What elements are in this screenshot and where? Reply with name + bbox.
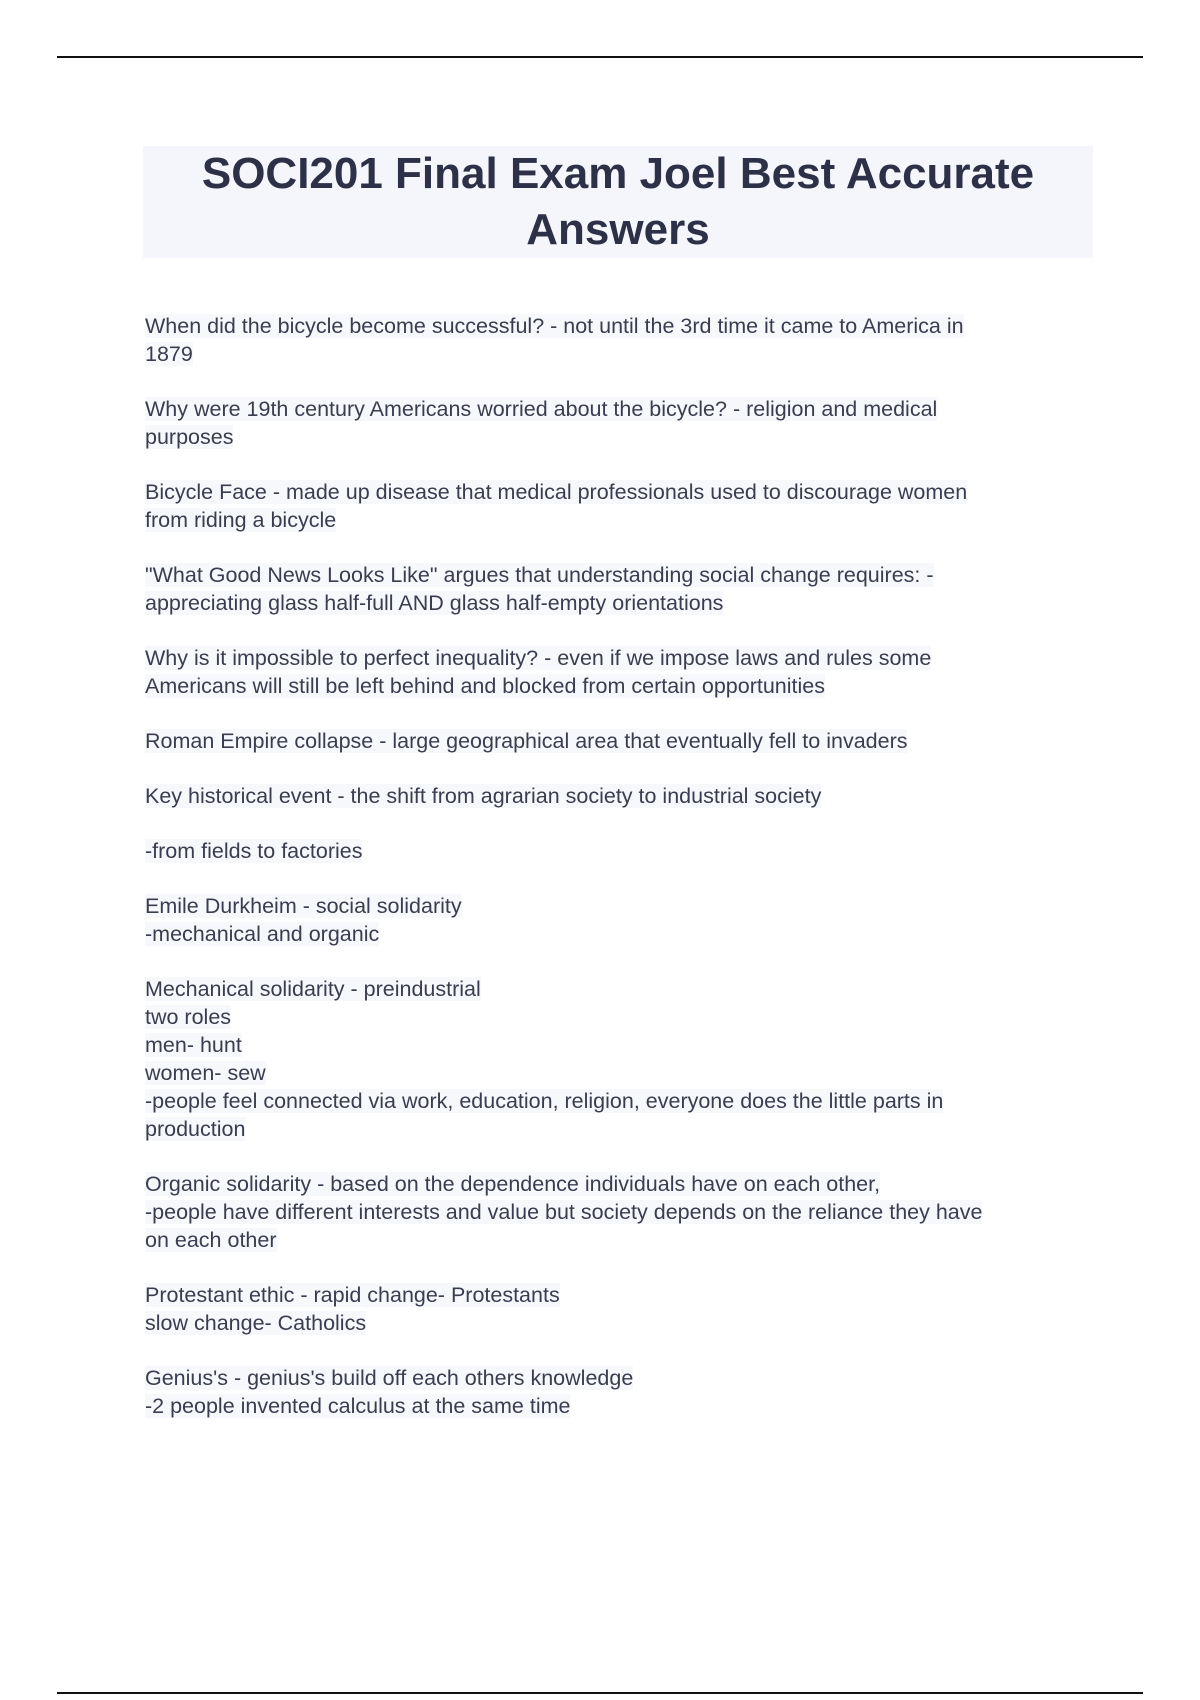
qa-item bbox=[145, 1170, 1105, 1254]
qa-item bbox=[145, 727, 1105, 755]
qa-line: 1879 bbox=[145, 342, 193, 366]
qa-line: men- hunt bbox=[145, 1033, 242, 1057]
qa-item bbox=[145, 1281, 1105, 1337]
qa-line: Americans will still be left behind and blocked from certain opportunities bbox=[145, 674, 825, 698]
qa-item bbox=[145, 782, 1105, 810]
qa-line: women- sew bbox=[145, 1061, 266, 1085]
qa-line: Why is it impossible to perfect inequality? - even if we impose laws and rules some bbox=[145, 646, 932, 670]
qa-line: Roman Empire collapse - large geographical area that eventually fell to invaders bbox=[145, 729, 908, 753]
qa-line: from riding a bicycle bbox=[145, 508, 337, 532]
qa-line: Mechanical solidarity - preindustrial bbox=[145, 977, 481, 1001]
qa-line: -people feel connected via work, education, religion, everyone does the little parts in bbox=[145, 1089, 944, 1113]
qa-item bbox=[145, 395, 1105, 451]
qa-line: When did the bicycle become successful? - not until the 3rd time it came to America in bbox=[145, 314, 964, 338]
qa-item bbox=[145, 837, 1105, 865]
qa-line: -people have different interests and value but society depends on the reliance they have bbox=[145, 1200, 983, 1224]
top-rule bbox=[57, 56, 1143, 58]
qa-line: Why were 19th century Americans worried about the bicycle? - religion and medical bbox=[145, 397, 938, 421]
qa-line: Organic solidarity - based on the dependence individuals have on each other, bbox=[145, 1172, 881, 1196]
title-line: SOCI201 Final Exam Joel Best Accurate bbox=[201, 149, 1035, 198]
qa-line: Emile Durkheim - social solidarity bbox=[145, 894, 462, 918]
qa-line: slow change- Catholics bbox=[145, 1311, 367, 1335]
qa-line: purposes bbox=[145, 425, 234, 449]
qa-line: Bicycle Face - made up disease that medical professionals used to discourage women bbox=[145, 480, 968, 504]
qa-item bbox=[145, 975, 1105, 1143]
document-title bbox=[143, 146, 1093, 258]
qa-line: two roles bbox=[145, 1005, 232, 1029]
qa-item bbox=[145, 561, 1105, 617]
bottom-rule bbox=[57, 1692, 1143, 1694]
qa-item bbox=[145, 892, 1105, 948]
qa-line: Key historical event - the shift from agrarian society to industrial society bbox=[145, 784, 822, 808]
qa-line: Genius's - genius's build off each others knowledge bbox=[145, 1366, 634, 1390]
qa-line: appreciating glass half-full AND glass half-empty orientations bbox=[145, 591, 724, 615]
qa-line: -from fields to factories bbox=[145, 839, 363, 863]
qa-line: -2 people invented calculus at the same time bbox=[145, 1394, 571, 1418]
qa-item bbox=[145, 644, 1105, 700]
qa-line: "What Good News Looks Like" argues that understanding social change requires: - bbox=[145, 563, 934, 587]
qa-list bbox=[145, 312, 1105, 1447]
qa-line: on each other bbox=[145, 1228, 277, 1252]
qa-item bbox=[145, 1364, 1105, 1420]
title-line: Answers bbox=[526, 205, 710, 254]
qa-item bbox=[145, 312, 1105, 368]
qa-line: production bbox=[145, 1117, 246, 1141]
qa-item bbox=[145, 478, 1105, 534]
qa-line: -mechanical and organic bbox=[145, 922, 380, 946]
qa-line: Protestant ethic - rapid change- Protestants bbox=[145, 1283, 560, 1307]
